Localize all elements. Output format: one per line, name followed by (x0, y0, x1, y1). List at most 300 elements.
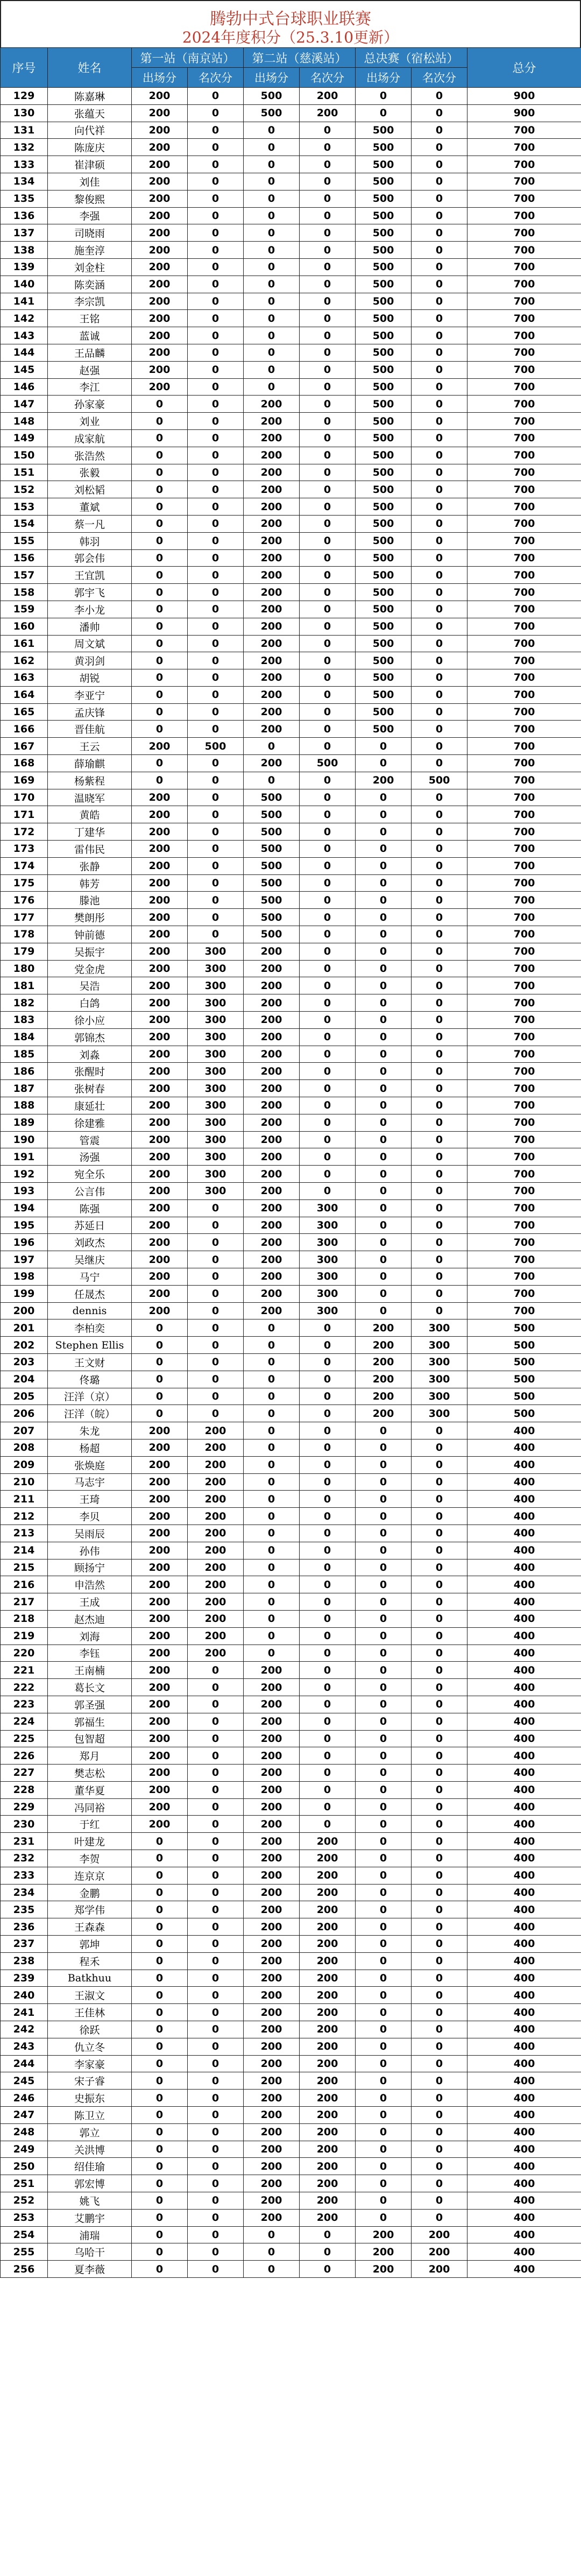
header-no: 序号 (1, 48, 48, 88)
cell-total: 700 (467, 173, 581, 190)
cell-final-rank: 0 (412, 1610, 467, 1627)
cell-stage1-appear: 200 (132, 293, 188, 310)
cell-total: 700 (467, 874, 581, 892)
cell-final-appear: 0 (356, 1952, 412, 1970)
cell-stage1-rank: 0 (188, 2055, 244, 2072)
cell-total: 700 (467, 652, 581, 669)
cell-name: 葛长文 (48, 1679, 132, 1696)
cell-stage2-appear: 200 (244, 1747, 300, 1765)
cell-stage2-rank: 200 (300, 2107, 356, 2124)
cell-stage2-rank: 200 (300, 1867, 356, 1884)
cell-stage2-rank: 0 (300, 977, 356, 994)
cell-stage2-appear: 500 (244, 104, 300, 122)
cell-stage1-appear: 200 (132, 994, 188, 1012)
cell-no: 200 (1, 1302, 48, 1319)
cell-final-rank: 0 (412, 378, 467, 396)
cell-stage1-appear: 0 (132, 2209, 188, 2226)
cell-name: 王云 (48, 738, 132, 755)
cell-final-rank: 0 (412, 994, 467, 1012)
cell-stage1-appear: 0 (132, 464, 188, 481)
cell-final-rank: 200 (412, 2226, 467, 2243)
cell-total: 700 (467, 344, 581, 361)
cell-stage2-appear: 0 (244, 276, 300, 293)
cell-stage2-appear: 200 (244, 1148, 300, 1166)
cell-no: 177 (1, 909, 48, 926)
table-row (1, 994, 581, 1012)
table-row (1, 1936, 581, 1953)
cell-stage2-rank: 200 (300, 88, 356, 105)
cell-no: 142 (1, 310, 48, 327)
cell-no: 234 (1, 1884, 48, 1901)
cell-final-rank: 0 (412, 276, 467, 293)
cell-stage1-appear: 200 (132, 909, 188, 926)
cell-final-appear: 0 (356, 1199, 412, 1217)
cell-no: 166 (1, 721, 48, 738)
cell-final-appear: 0 (356, 2021, 412, 2038)
cell-stage1-appear: 200 (132, 122, 188, 139)
cell-name: 郭锦杰 (48, 1028, 132, 1046)
cell-name: 吴继庆 (48, 1251, 132, 1268)
cell-name: 杨超 (48, 1439, 132, 1456)
cell-stage1-rank: 0 (188, 2021, 244, 2038)
cell-name: 王琦 (48, 1491, 132, 1508)
cell-stage1-rank: 0 (188, 618, 244, 635)
table-row (1, 1559, 581, 1576)
cell-name: 申浩然 (48, 1576, 132, 1593)
cell-no: 237 (1, 1936, 48, 1953)
cell-stage1-appear: 0 (132, 584, 188, 601)
cell-stage1-rank: 0 (188, 1833, 244, 1850)
table-row (1, 532, 581, 549)
cell-total: 400 (467, 1645, 581, 1662)
cell-stage2-rank: 0 (300, 1696, 356, 1713)
cell-total: 700 (467, 276, 581, 293)
cell-name: 徐小应 (48, 1012, 132, 1029)
cell-final-rank: 0 (412, 464, 467, 481)
cell-stage2-rank: 0 (300, 276, 356, 293)
cell-final-appear: 0 (356, 2038, 412, 2055)
cell-name: 刘业 (48, 413, 132, 430)
page-title: 腾勃中式台球职业联赛 (210, 10, 371, 29)
cell-stage2-appear: 200 (244, 481, 300, 498)
cell-stage1-appear: 0 (132, 549, 188, 567)
cell-final-rank: 0 (412, 618, 467, 635)
cell-stage1-appear: 0 (132, 2261, 188, 2278)
cell-total: 700 (467, 1097, 581, 1114)
cell-no: 216 (1, 1576, 48, 1593)
cell-final-appear: 0 (356, 1610, 412, 1627)
cell-final-appear: 500 (356, 721, 412, 738)
table-row (1, 396, 581, 413)
cell-stage1-rank: 0 (188, 2158, 244, 2175)
cell-name: 李强 (48, 207, 132, 224)
cell-final-rank: 0 (412, 1884, 467, 1901)
cell-no: 215 (1, 1559, 48, 1576)
cell-name: 黄皓 (48, 806, 132, 823)
cell-stage2-appear: 500 (244, 892, 300, 909)
cell-total: 700 (467, 686, 581, 703)
cell-stage1-appear: 0 (132, 703, 188, 721)
cell-final-rank: 0 (412, 2072, 467, 2090)
cell-stage2-appear: 0 (244, 1422, 300, 1439)
cell-final-appear: 0 (356, 977, 412, 994)
cell-final-rank: 0 (412, 532, 467, 549)
cell-final-rank: 0 (412, 1765, 467, 1782)
cell-stage1-appear: 200 (132, 224, 188, 242)
cell-stage2-rank: 0 (300, 429, 356, 447)
cell-stage1-rank: 0 (188, 2123, 244, 2141)
cell-total: 400 (467, 1798, 581, 1816)
cell-no: 133 (1, 156, 48, 173)
cell-stage2-rank: 0 (300, 1593, 356, 1611)
cell-stage2-appear: 200 (244, 1097, 300, 1114)
cell-total: 700 (467, 1217, 581, 1234)
cell-name: 樊志松 (48, 1765, 132, 1782)
cell-stage2-rank: 0 (300, 1353, 356, 1371)
cell-stage2-appear: 200 (244, 669, 300, 687)
cell-stage2-rank: 0 (300, 549, 356, 567)
cell-total: 700 (467, 447, 581, 464)
cell-no: 180 (1, 960, 48, 977)
table-row (1, 2209, 581, 2226)
cell-no: 238 (1, 1952, 48, 1970)
table-row (1, 738, 581, 755)
cell-final-appear: 0 (356, 1576, 412, 1593)
cell-stage2-appear: 0 (244, 310, 300, 327)
cell-name: 马志宇 (48, 1473, 132, 1491)
table-row (1, 207, 581, 224)
cell-total: 700 (467, 413, 581, 430)
cell-stage2-appear: 500 (244, 88, 300, 105)
cell-stage1-appear: 200 (132, 1593, 188, 1611)
cell-stage2-appear: 0 (244, 378, 300, 396)
cell-total: 400 (467, 1662, 581, 1679)
table-row (1, 1012, 581, 1029)
cell-stage1-rank: 300 (188, 994, 244, 1012)
cell-name: 陈嘉琳 (48, 88, 132, 105)
title-block (0, 0, 581, 47)
cell-stage2-rank: 0 (300, 396, 356, 413)
cell-final-rank: 0 (412, 2209, 467, 2226)
cell-final-rank: 0 (412, 293, 467, 310)
cell-final-appear: 500 (356, 635, 412, 652)
cell-no: 217 (1, 1593, 48, 1611)
cell-final-appear: 500 (356, 156, 412, 173)
cell-stage1-appear: 200 (132, 1148, 188, 1166)
cell-final-rank: 0 (412, 1199, 467, 1217)
cell-no: 186 (1, 1063, 48, 1080)
cell-stage1-appear: 0 (132, 447, 188, 464)
cell-stage2-appear: 200 (244, 532, 300, 549)
cell-name: 董华夏 (48, 1781, 132, 1798)
cell-stage1-rank: 0 (188, 1268, 244, 1285)
cell-stage2-rank: 0 (300, 874, 356, 892)
cell-stage2-appear: 0 (244, 1491, 300, 1508)
table-row (1, 2123, 581, 2141)
cell-final-rank: 0 (412, 841, 467, 858)
cell-stage2-rank: 0 (300, 943, 356, 960)
cell-name: 宛全乐 (48, 1166, 132, 1183)
header-stage1: 第一站（南京站） (132, 48, 244, 68)
table-row (1, 1302, 581, 1319)
cell-name: 郭宏博 (48, 2175, 132, 2192)
cell-final-rank: 0 (412, 344, 467, 361)
cell-stage2-appear: 0 (244, 361, 300, 378)
cell-no: 187 (1, 1080, 48, 1097)
cell-stage2-appear: 200 (244, 601, 300, 618)
table-row (1, 1765, 581, 1782)
cell-final-appear: 0 (356, 909, 412, 926)
cell-no: 139 (1, 258, 48, 276)
cell-final-appear: 0 (356, 1012, 412, 1029)
cell-stage2-rank: 0 (300, 960, 356, 977)
cell-stage2-rank: 300 (300, 1217, 356, 1234)
cell-total: 400 (467, 2209, 581, 2226)
table-row (1, 2038, 581, 2055)
table-row (1, 1645, 581, 1662)
table-row (1, 652, 581, 669)
cell-stage1-rank: 0 (188, 1217, 244, 1234)
table-body (1, 88, 581, 2278)
cell-no: 182 (1, 994, 48, 1012)
cell-stage1-rank: 0 (188, 1679, 244, 1696)
cell-stage1-rank: 200 (188, 1627, 244, 1645)
cell-stage1-appear: 200 (132, 173, 188, 190)
cell-stage2-rank: 0 (300, 1183, 356, 1200)
cell-name: 张焕庭 (48, 1456, 132, 1473)
cell-stage1-appear: 0 (132, 2123, 188, 2141)
cell-final-appear: 0 (356, 2004, 412, 2021)
cell-final-appear: 0 (356, 1936, 412, 1953)
cell-stage2-appear: 200 (244, 960, 300, 977)
cell-final-rank: 0 (412, 1268, 467, 1285)
cell-stage1-rank: 0 (188, 549, 244, 567)
cell-stage1-appear: 200 (132, 1747, 188, 1765)
cell-total: 400 (467, 2175, 581, 2192)
cell-final-appear: 0 (356, 943, 412, 960)
cell-stage2-appear: 200 (244, 2055, 300, 2072)
cell-stage1-appear: 200 (132, 378, 188, 396)
cell-total: 700 (467, 841, 581, 858)
cell-total: 700 (467, 567, 581, 584)
cell-stage2-appear: 200 (244, 1918, 300, 1936)
cell-stage1-rank: 300 (188, 1183, 244, 1200)
cell-name: 叶建龙 (48, 1833, 132, 1850)
cell-stage2-rank: 0 (300, 1662, 356, 1679)
cell-stage2-rank: 0 (300, 1046, 356, 1063)
table-row (1, 378, 581, 396)
cell-stage2-appear: 500 (244, 874, 300, 892)
cell-name: 李宗凯 (48, 293, 132, 310)
cell-stage1-rank: 0 (188, 841, 244, 858)
cell-no: 164 (1, 686, 48, 703)
cell-stage1-rank: 0 (188, 1371, 244, 1388)
cell-final-rank: 0 (412, 806, 467, 823)
cell-final-appear: 0 (356, 1080, 412, 1097)
cell-stage2-rank: 0 (300, 686, 356, 703)
cell-stage1-rank: 0 (188, 1850, 244, 1867)
cell-stage2-rank: 0 (300, 618, 356, 635)
table-row (1, 841, 581, 858)
cell-name: 崔津硕 (48, 156, 132, 173)
cell-no: 193 (1, 1183, 48, 1200)
cell-name: 刘松韬 (48, 481, 132, 498)
table-row (1, 1901, 581, 1918)
cell-stage2-rank: 0 (300, 1525, 356, 1542)
cell-final-rank: 300 (412, 1405, 467, 1422)
cell-final-appear: 0 (356, 1456, 412, 1473)
cell-total: 400 (467, 1970, 581, 1987)
cell-stage1-rank: 0 (188, 429, 244, 447)
cell-no: 181 (1, 977, 48, 994)
cell-final-appear: 0 (356, 104, 412, 122)
cell-no: 211 (1, 1491, 48, 1508)
cell-stage2-appear: 200 (244, 1662, 300, 1679)
cell-stage1-appear: 200 (132, 310, 188, 327)
cell-stage1-appear: 0 (132, 515, 188, 532)
cell-total: 700 (467, 224, 581, 242)
cell-total: 400 (467, 2038, 581, 2055)
cell-no: 219 (1, 1627, 48, 1645)
cell-no: 225 (1, 1730, 48, 1747)
cell-stage2-appear: 0 (244, 344, 300, 361)
cell-stage1-appear: 200 (132, 258, 188, 276)
cell-total: 400 (467, 2107, 581, 2124)
cell-no: 250 (1, 2158, 48, 2175)
cell-stage1-appear: 0 (132, 1319, 188, 1337)
cell-name: 郭福生 (48, 1713, 132, 1730)
cell-stage2-rank: 0 (300, 652, 356, 669)
cell-total: 700 (467, 738, 581, 755)
cell-stage2-rank: 0 (300, 532, 356, 549)
cell-final-appear: 0 (356, 1131, 412, 1148)
cell-stage1-appear: 0 (132, 2055, 188, 2072)
table-row (1, 1696, 581, 1713)
cell-stage2-appear: 500 (244, 789, 300, 806)
cell-stage1-appear: 200 (132, 139, 188, 156)
cell-stage2-rank: 300 (300, 1268, 356, 1285)
cell-stage2-rank: 0 (300, 1456, 356, 1473)
cell-name: 司晓雨 (48, 224, 132, 242)
cell-stage1-appear: 0 (132, 2004, 188, 2021)
cell-stage2-rank: 0 (300, 361, 356, 378)
cell-total: 400 (467, 1559, 581, 1576)
cell-stage2-appear: 200 (244, 618, 300, 635)
cell-final-appear: 0 (356, 738, 412, 755)
cell-stage2-rank: 200 (300, 104, 356, 122)
cell-final-rank: 0 (412, 549, 467, 567)
cell-stage2-rank: 0 (300, 738, 356, 755)
cell-final-rank: 0 (412, 960, 467, 977)
table-row (1, 1679, 581, 1696)
cell-stage1-rank: 200 (188, 1473, 244, 1491)
table-row (1, 874, 581, 892)
cell-stage1-rank: 0 (188, 857, 244, 874)
cell-stage1-appear: 200 (132, 1285, 188, 1302)
cell-name: 王森森 (48, 1918, 132, 1936)
cell-no: 251 (1, 2175, 48, 2192)
table-row (1, 1593, 581, 1611)
cell-final-appear: 200 (356, 2226, 412, 2243)
cell-final-appear: 0 (356, 2158, 412, 2175)
cell-final-appear: 500 (356, 601, 412, 618)
cell-total: 700 (467, 1285, 581, 1302)
cell-final-rank: 0 (412, 258, 467, 276)
table-row (1, 2072, 581, 2090)
cell-total: 700 (467, 429, 581, 447)
cell-final-rank: 0 (412, 1816, 467, 1833)
cell-total: 400 (467, 2243, 581, 2261)
cell-name: 汤强 (48, 1148, 132, 1166)
cell-stage1-rank: 0 (188, 1918, 244, 1936)
cell-no: 221 (1, 1662, 48, 1679)
cell-stage2-appear: 200 (244, 2021, 300, 2038)
cell-final-appear: 0 (356, 1816, 412, 1833)
cell-final-rank: 0 (412, 1251, 467, 1268)
cell-stage2-rank: 0 (300, 857, 356, 874)
cell-no: 206 (1, 1405, 48, 1422)
cell-stage2-rank: 0 (300, 378, 356, 396)
cell-stage1-appear: 0 (132, 2243, 188, 2261)
cell-stage2-appear: 0 (244, 2261, 300, 2278)
cell-final-rank: 0 (412, 1508, 467, 1525)
cell-no: 235 (1, 1901, 48, 1918)
table-row (1, 1337, 581, 1354)
cell-stage2-appear: 200 (244, 498, 300, 516)
cell-stage1-appear: 200 (132, 207, 188, 224)
cell-total: 400 (467, 2123, 581, 2141)
cell-final-rank: 0 (412, 686, 467, 703)
cell-name: 陈庞庆 (48, 139, 132, 156)
cell-final-appear: 0 (356, 1422, 412, 1439)
cell-name: 郑月 (48, 1747, 132, 1765)
cell-name: 陈强 (48, 1199, 132, 1217)
cell-stage2-rank: 0 (300, 635, 356, 652)
cell-stage2-rank: 200 (300, 1918, 356, 1936)
cell-final-appear: 0 (356, 1559, 412, 1576)
cell-name: 成家航 (48, 429, 132, 447)
cell-final-rank: 0 (412, 327, 467, 344)
cell-no: 232 (1, 1850, 48, 1867)
cell-stage1-appear: 0 (132, 498, 188, 516)
cell-total: 700 (467, 190, 581, 207)
cell-total: 700 (467, 618, 581, 635)
cell-stage2-appear: 200 (244, 1884, 300, 1901)
table-row (1, 1627, 581, 1645)
cell-final-appear: 200 (356, 1337, 412, 1354)
cell-no: 170 (1, 789, 48, 806)
cell-stage2-appear: 0 (244, 1337, 300, 1354)
cell-stage1-appear: 0 (132, 481, 188, 498)
cell-stage2-rank: 0 (300, 1610, 356, 1627)
cell-stage2-rank: 0 (300, 1491, 356, 1508)
cell-final-rank: 0 (412, 1131, 467, 1148)
cell-total: 700 (467, 977, 581, 994)
cell-no: 131 (1, 122, 48, 139)
cell-final-rank: 0 (412, 669, 467, 687)
cell-final-rank: 0 (412, 584, 467, 601)
table-row (1, 2158, 581, 2175)
cell-no: 151 (1, 464, 48, 481)
table-row (1, 1080, 581, 1097)
header-final: 总决赛（宿松站） (356, 48, 467, 68)
cell-stage1-rank: 0 (188, 686, 244, 703)
cell-stage1-appear: 200 (132, 977, 188, 994)
cell-final-rank: 0 (412, 1713, 467, 1730)
cell-name: 包智超 (48, 1730, 132, 1747)
cell-stage1-rank: 0 (188, 755, 244, 772)
header-name: 姓名 (48, 48, 132, 88)
